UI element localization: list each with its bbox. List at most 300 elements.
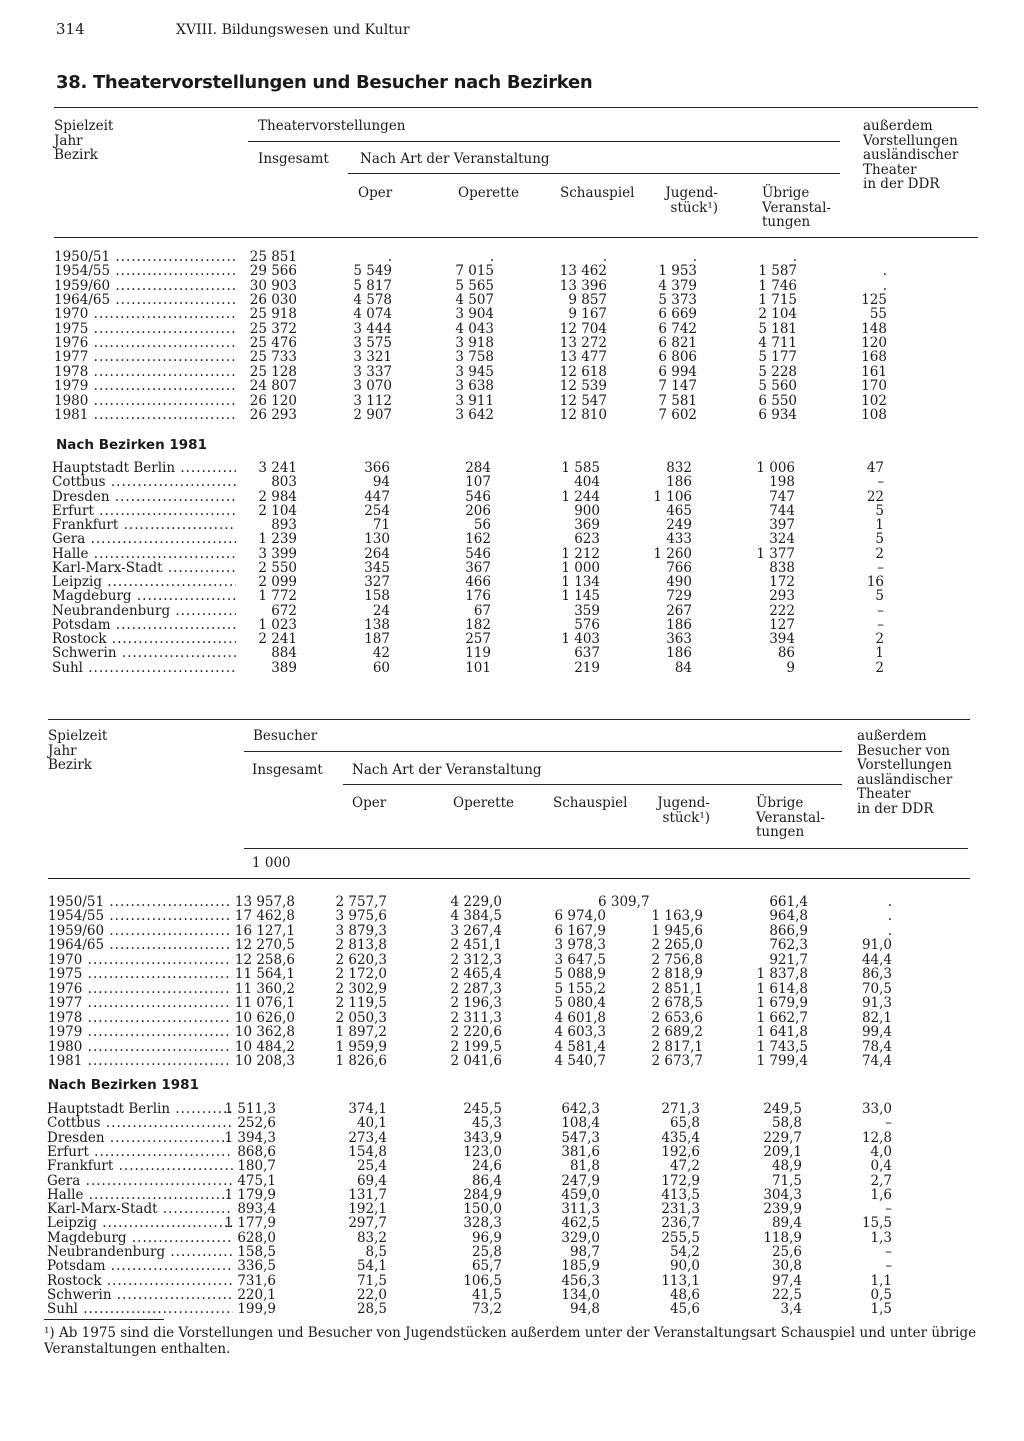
t2-district-row-oper-cell: 83,2 <box>356 1229 387 1246</box>
t1-year-row-operette-cell: 4 043 <box>455 320 494 337</box>
footnote: ¹) Ab 1975 sind die Vorstellungen und Besucher von Jugendstücken außerdem unter der Veranstaltungsart Schauspiel und unter übrige Veranstaltungen enthalten. <box>44 1325 977 1357</box>
t1-year-row-oper-cell: 4 074 <box>353 306 392 323</box>
t2-year-row-jugend-cell: 2 678,5 <box>651 995 703 1012</box>
t1-district-row-jugend-cell: 1 260 <box>653 545 692 562</box>
t2-district-row-oper-cell: 131,7 <box>348 1186 387 1203</box>
t2-year-row-extra-cell: . <box>887 908 892 925</box>
t2-district-row-uebrige-cell: 25,6 <box>771 1244 802 1260</box>
t2-district-row-total-cell: 199,9 <box>237 1301 276 1318</box>
t2-year-row-oper-cell: 2 050,3 <box>335 1009 387 1026</box>
t1-col-jugend-2: stück¹) <box>670 199 718 216</box>
t1-col-uebrige <box>762 186 831 230</box>
t2-year-row-extra-cell: 78,4 <box>861 1038 892 1055</box>
t1-year-row-extra-cell: . <box>882 277 887 294</box>
t2-district-row-extra-cell: 0,4 <box>870 1158 892 1175</box>
t2-year-row-schauspiel-cell: 3 978,3 <box>554 937 606 954</box>
t2-district-row-extra-cell: 33,0 <box>861 1101 892 1117</box>
t1-district-row-oper-cell: 187 <box>364 631 390 647</box>
t1-year-row-label-cell: 1981 ..... <box>54 408 236 422</box>
t1-district-row-jugend-cell: 465 <box>666 502 692 519</box>
t2-district-row-uebrige-cell: 71,5 <box>771 1172 802 1189</box>
t1-district-row-jugend-cell: 1 106 <box>653 488 692 505</box>
t1-district-row-total-cell: 2 099 <box>258 574 297 590</box>
t2-extra-2: Besucher von <box>857 742 950 759</box>
t2-group-rule <box>244 751 842 752</box>
t2-col-uebrige-2: Veranstal- <box>756 809 825 826</box>
t2-district-row-schauspiel-cell: 381,6 <box>561 1143 600 1160</box>
t2-year-row-oper-cell: 1 826,6 <box>335 1052 387 1069</box>
t2-year-row-uebrige-cell: 866,9 <box>769 922 808 939</box>
t2-district-row-extra-cell: 1,1 <box>870 1272 892 1289</box>
t1-district-row-schauspiel-cell: 1 403 <box>561 631 600 647</box>
t1-year-row-uebrige-cell: 5 228 <box>758 363 797 380</box>
t2-district-row-label-cell: Hauptstadt Berlin ..... <box>47 1102 233 1116</box>
t1-year-row-jugend-cell: 1 953 <box>658 263 697 280</box>
t2-district-row-operette-cell: 65,7 <box>471 1258 502 1275</box>
t2-year-row-oper-cell: 1 959,9 <box>335 1038 387 1055</box>
t2-col-jugend-2: stück¹) <box>662 809 710 826</box>
t1-district-row-total-cell: 893 <box>271 517 297 533</box>
t1-district-row-oper-cell: 264 <box>364 545 390 562</box>
t2-district-row-schauspiel-cell: 134,0 <box>561 1286 600 1303</box>
t1-year-row-label-cell: 1980 ..... <box>54 394 236 408</box>
t1-year-row-total-cell: 25 733 <box>249 349 297 366</box>
t1-year-row-label-cell: 1977 ..... <box>54 350 236 364</box>
t2-year-row-total-cell: 11 076,1 <box>234 995 295 1012</box>
t2-district-row-oper-cell: 54,1 <box>356 1258 387 1275</box>
t2-district-row-schauspiel-cell: 311,3 <box>561 1201 600 1218</box>
t1-district-row-label-cell: Hauptstadt Berlin ..... <box>52 461 236 475</box>
t1-district-row-operette-cell: 67 <box>473 602 491 619</box>
t1-district-row-total-cell: 389 <box>271 659 297 676</box>
t2-year-row-operette-cell: 2 196,3 <box>450 995 502 1012</box>
t1-year-row-extra-cell: 120 <box>861 335 887 352</box>
t2-district-row-uebrige-cell: 22,5 <box>771 1286 802 1303</box>
t1-year-row-jugend-cell: 6 742 <box>658 320 697 337</box>
t2-year-row-extra-cell: 91,0 <box>861 937 892 954</box>
t2-year-row-extra-cell: 91,3 <box>861 995 892 1012</box>
t1-year-row-extra-cell: 148 <box>861 320 887 337</box>
t2-year-row-label-cell: 1981 ..... <box>48 1054 232 1068</box>
t2-year-row-extra-cell: . <box>887 922 892 939</box>
t1-district-row-label-cell: Rostock ..... <box>52 632 236 646</box>
t2-district-row-jugend-cell: 54,2 <box>669 1244 700 1260</box>
t2-extra-1: außerdem <box>857 728 927 744</box>
t2-district-row-operette-cell: 150,0 <box>463 1201 502 1218</box>
t2-district-row-jugend-cell: 172,9 <box>661 1172 700 1189</box>
t1-district-row-uebrige-cell: 394 <box>769 631 795 647</box>
t2-group-header: Besucher <box>253 728 318 744</box>
t1-district-row-oper-cell: 447 <box>364 488 390 505</box>
t1-year-row-uebrige-cell: 2 104 <box>758 306 797 323</box>
t2-year-row-label-cell: 1976 ..... <box>48 982 232 996</box>
t2-year-row-schauspiel-cell: 6 167,9 <box>554 922 606 939</box>
t2-merged-1950-value: 6 309,7 <box>598 894 650 910</box>
t2-district-row-extra-cell: – <box>885 1201 892 1218</box>
t1-district-row-label-cell: Erfurt ..... <box>52 504 236 518</box>
t1-district-row-oper-cell: 94 <box>372 474 390 491</box>
t2-year-row-schauspiel-cell: 5 088,9 <box>554 966 606 983</box>
t1-col-uebrige-2: Veranstal- <box>762 199 831 216</box>
t1-district-row-uebrige-cell: 127 <box>769 616 795 633</box>
t2-district-row-uebrige-cell: 229,7 <box>763 1129 802 1146</box>
t1-district-row-schauspiel-cell: 219 <box>574 659 600 676</box>
t1-district-row-extra-cell: 1 <box>875 645 884 662</box>
t2-district-row-operette-cell: 245,5 <box>463 1101 502 1117</box>
t1-district-row-uebrige-cell: 744 <box>769 502 795 519</box>
t2-district-row-jugend-cell: 45,6 <box>669 1301 700 1318</box>
t1-district-row-uebrige-cell: 222 <box>769 602 795 619</box>
t2-district-row-total-cell: 252,6 <box>237 1115 276 1132</box>
t1-year-row-uebrige-cell: 4 711 <box>758 335 797 352</box>
t2-year-row-label-cell: 1970 ..... <box>48 953 232 967</box>
t2-year-row-oper-cell: 2 119,5 <box>335 995 387 1012</box>
t1-year-row-schauspiel-cell: 13 462 <box>559 263 607 280</box>
t2-extra-5: Theater <box>857 786 911 802</box>
t2-district-row-total-cell: 1 394,3 <box>224 1129 276 1146</box>
t1-year-row-uebrige-cell: 1 715 <box>758 292 797 309</box>
t1-year-row-operette-cell: 3 945 <box>455 363 494 380</box>
t1-district-row-total-cell: 1 772 <box>258 588 297 605</box>
t1-year-row-oper-cell: 3 575 <box>353 335 392 352</box>
t2-district-row-jugend-cell: 271,3 <box>661 1101 700 1117</box>
t1-extra-4: Theater <box>863 161 917 178</box>
t2-year-row-oper-cell: 2 620,3 <box>335 951 387 968</box>
t1-district-row-extra-cell: 2 <box>875 631 884 647</box>
page-number: 314 <box>56 20 85 38</box>
t1-district-row-schauspiel-cell: 637 <box>574 645 600 662</box>
t1-year-row-oper-cell: 4 578 <box>353 292 392 309</box>
t2-unit: 1 000 <box>252 855 291 871</box>
t1-year-row-operette-cell: 3 904 <box>455 306 494 323</box>
t1-year-row-operette-cell: 3 638 <box>455 378 494 395</box>
t1-district-row-oper-cell: 130 <box>364 531 390 548</box>
t2-col-oper: Oper <box>352 795 387 811</box>
t1-district-row-extra-cell: 16 <box>866 574 884 590</box>
t1-district-row-schauspiel-cell: 623 <box>574 531 600 548</box>
t2-year-row-operette-cell: 2 312,3 <box>450 951 502 968</box>
t1-year-row-jugend-cell: 7 602 <box>658 406 697 423</box>
t1-extra-1: außerdem <box>863 118 933 134</box>
t1-year-row-label-cell: 1964/65 ..... <box>54 293 236 307</box>
t1-district-row-jugend-cell: 490 <box>666 574 692 590</box>
t1-district-row-uebrige-cell: 9 <box>786 659 795 676</box>
t1-section-title: Nach Bezirken 1981 <box>56 437 207 453</box>
t1-district-row-schauspiel-cell: 404 <box>574 474 600 491</box>
t2-district-row-oper-cell: 8,5 <box>365 1244 387 1260</box>
t1-district-row-jugend-cell: 186 <box>666 645 692 662</box>
t1-year-row-extra-cell: 108 <box>861 406 887 423</box>
t2-district-row-extra-cell: – <box>885 1115 892 1132</box>
t1-year-row-oper-cell: 5 549 <box>353 263 392 280</box>
t1-year-row-operette-cell: 3 758 <box>455 349 494 366</box>
t1-year-row-oper-cell: 3 321 <box>353 349 392 366</box>
t1-year-row-jugend-cell: 7 581 <box>658 392 697 409</box>
t2-year-row-oper-cell: 3 975,6 <box>335 908 387 925</box>
t2-district-row-schauspiel-cell: 329,0 <box>561 1229 600 1246</box>
t2-year-row-extra-cell: 70,5 <box>861 980 892 997</box>
t1-year-row-operette-cell: 4 507 <box>455 292 494 309</box>
t2-year-row-extra-cell: 86,3 <box>861 966 892 983</box>
t1-district-row-operette-cell: 206 <box>465 502 491 519</box>
t2-year-row-uebrige-cell: 1 662,7 <box>756 1009 808 1026</box>
t1-year-row-operette-cell: 5 565 <box>455 277 494 294</box>
t2-district-row-total-cell: 475,1 <box>237 1172 276 1189</box>
t1-year-row-operette-cell: 3 911 <box>455 392 494 409</box>
t1-col-label <box>54 119 113 163</box>
t1-district-row-oper-cell: 327 <box>364 574 390 590</box>
t1-year-row-uebrige-cell: 6 934 <box>758 406 797 423</box>
t2-district-row-operette-cell: 41,5 <box>471 1286 502 1303</box>
t1-district-row-jugend-cell: 186 <box>666 616 692 633</box>
t1-district-row-label-cell: Suhl ..... <box>52 661 236 675</box>
t1-district-row-label-cell: Halle ..... <box>52 547 236 561</box>
t2-district-row-operette-cell: 328,3 <box>463 1215 502 1232</box>
t1-district-row-schauspiel-cell: 1 134 <box>561 574 600 590</box>
t1-district-row-uebrige-cell: 198 <box>769 474 795 491</box>
t2-year-row-operette-cell: 2 041,6 <box>450 1052 502 1069</box>
t1-district-row-label-cell: Schwerin ..... <box>52 646 236 660</box>
t2-year-row-total-cell: 11 564,1 <box>234 966 295 983</box>
t1-district-row-schauspiel-cell: 576 <box>574 616 600 633</box>
t2-district-row-extra-cell: 15,5 <box>861 1215 892 1232</box>
t1-district-row-total-cell: 1 023 <box>258 616 297 633</box>
t2-year-row-oper-cell: 1 897,2 <box>335 1024 387 1041</box>
t1-total-header: Insgesamt <box>258 151 329 167</box>
t1-col-jugend-1: Jugend- <box>665 185 718 201</box>
t1-col-label-1: Spielzeit <box>54 118 114 134</box>
t2-district-row-schauspiel-cell: 94,8 <box>569 1301 600 1318</box>
t2-district-row-schauspiel-cell: 547,3 <box>561 1129 600 1146</box>
t2-year-row-total-cell: 17 462,8 <box>234 908 295 925</box>
t2-district-row-jugend-cell: 236,7 <box>661 1215 700 1232</box>
t2-year-row-jugend-cell: 2 653,6 <box>651 1009 703 1026</box>
t1-year-row-schauspiel-cell: 12 547 <box>559 392 607 409</box>
t1-district-row-label-cell: Karl-Marx-Stadt ..... <box>52 561 236 575</box>
t2-year-row-operette-cell: 3 267,4 <box>450 922 502 939</box>
t1-district-row-oper-cell: 158 <box>364 588 390 605</box>
t2-year-row-jugend-cell: 2 673,7 <box>651 1052 703 1069</box>
t1-year-row-extra-cell: 125 <box>861 292 887 309</box>
t2-district-row-extra-cell: 12,8 <box>861 1129 892 1146</box>
t1-district-row-uebrige-cell: 86 <box>777 645 795 662</box>
t2-year-row-total-cell: 11 360,2 <box>234 980 295 997</box>
t1-district-row-label-cell: Frankfurt ..... <box>52 518 236 532</box>
t2-district-row-jugend-cell: 413,5 <box>661 1186 700 1203</box>
t1-district-row-oper-cell: 345 <box>364 559 390 576</box>
t1-district-row-uebrige-cell: 172 <box>769 574 795 590</box>
t2-col-uebrige-3: tungen <box>756 824 805 840</box>
t1-district-row-total-cell: 2 104 <box>258 502 297 519</box>
t2-year-row-jugend-cell: 2 817,1 <box>651 1038 703 1055</box>
t2-district-row-schauspiel-cell: 459,0 <box>561 1186 600 1203</box>
t1-year-row-uebrige-cell: . <box>792 249 797 265</box>
t2-district-row-oper-cell: 297,7 <box>348 1215 387 1232</box>
t1-col-jugend <box>662 186 718 215</box>
t1-district-row-label-cell: Leipzig ..... <box>52 575 236 589</box>
t1-district-row-extra-cell: 1 <box>875 517 884 533</box>
t2-district-row-operette-cell: 73,2 <box>471 1301 502 1318</box>
t1-extra-5: in der DDR <box>863 176 940 192</box>
t2-year-row-schauspiel-cell: 4 540,7 <box>554 1052 606 1069</box>
chapter-title: XVIII. Bildungswesen und Kultur <box>176 22 410 38</box>
t2-district-row-operette-cell: 96,9 <box>471 1229 502 1246</box>
t1-col-uebrige-1: Übrige <box>762 185 810 201</box>
t2-extra-3: Vorstellungen <box>857 757 952 773</box>
t2-year-row-jugend-cell: 2 265,0 <box>651 937 703 954</box>
t2-bytype-rule <box>343 784 842 785</box>
t1-year-row-jugend-cell: . <box>692 249 697 265</box>
t1-year-row-extra-cell: 168 <box>861 349 887 366</box>
t2-year-row-operette-cell: 2 451,1 <box>450 937 502 954</box>
t2-year-row-uebrige-cell: 1 743,5 <box>756 1038 808 1055</box>
t2-district-row-total-cell: 180,7 <box>237 1158 276 1175</box>
t2-district-row-total-cell: 731,6 <box>237 1272 276 1289</box>
t2-district-row-total-cell: 1 179,9 <box>224 1186 276 1203</box>
t1-year-row-schauspiel-cell: 13 477 <box>559 349 607 366</box>
t2-district-row-label-cell: Suhl ..... <box>47 1302 233 1316</box>
t1-district-row-uebrige-cell: 838 <box>769 559 795 576</box>
t2-year-row-label-cell: 1980 ..... <box>48 1040 232 1054</box>
t2-district-row-total-cell: 1 511,3 <box>224 1101 276 1117</box>
t1-district-row-total-cell: 803 <box>271 474 297 491</box>
t1-year-row-schauspiel-cell: 9 167 <box>568 306 607 323</box>
t1-district-row-operette-cell: 56 <box>473 517 491 533</box>
t2-district-row-total-cell: 893,4 <box>237 1201 276 1218</box>
t2-year-row-oper-cell: 2 757,7 <box>335 894 387 910</box>
t2-extra-6: in der DDR <box>857 800 934 817</box>
t2-year-row-uebrige-cell: 1 679,9 <box>756 995 808 1012</box>
t2-district-row-operette-cell: 343,9 <box>463 1129 502 1146</box>
t2-year-row-uebrige-cell: 1 837,8 <box>756 966 808 983</box>
t1-year-row-jugend-cell: 5 373 <box>658 292 697 309</box>
t1-year-row-schauspiel-cell: 12 810 <box>559 406 607 423</box>
t2-district-row-extra-cell: 1,3 <box>870 1229 892 1246</box>
t2-year-row-schauspiel-cell: 5 155,2 <box>554 980 606 997</box>
t2-col-label-2: Jahr <box>48 742 77 759</box>
t1-year-row-schauspiel-cell: 12 539 <box>559 378 607 395</box>
t2-year-row-total-cell: 13 957,8 <box>234 894 295 910</box>
t2-district-row-oper-cell: 69,4 <box>356 1172 387 1189</box>
t2-year-row-total-cell: 16 127,1 <box>234 922 295 939</box>
t1-bytype-header: Nach Art der Veranstaltung <box>360 151 550 167</box>
t1-year-row-total-cell: 26 120 <box>249 392 297 409</box>
t1-year-row-uebrige-cell: 1 587 <box>758 263 797 280</box>
t2-year-row-schauspiel-cell: 5 080,4 <box>554 995 606 1012</box>
t1-district-row-label-cell: Cottbus ..... <box>52 475 236 489</box>
t2-district-row-uebrige-cell: 118,9 <box>763 1229 802 1246</box>
t2-col-uebrige <box>756 796 825 840</box>
t1-district-row-schauspiel-cell: 1 244 <box>561 488 600 505</box>
t2-year-row-uebrige-cell: 921,7 <box>769 951 808 968</box>
t2-year-row-uebrige-cell: 762,3 <box>769 937 808 954</box>
t1-year-row-total-cell: 24 807 <box>249 378 297 395</box>
t2-district-row-label-cell: Rostock ..... <box>47 1274 233 1288</box>
t1-district-row-oper-cell: 71 <box>372 517 390 533</box>
t1-bytype-rule <box>348 173 840 174</box>
t1-district-row-schauspiel-cell: 359 <box>574 602 600 619</box>
t2-extra-4: ausländischer <box>857 771 953 788</box>
t1-district-row-label-cell: Dresden ..... <box>52 490 236 504</box>
t1-year-row-schauspiel-cell: 12 704 <box>559 320 607 337</box>
t2-year-row-label-cell: 1977 ..... <box>48 996 232 1010</box>
t2-col-label <box>48 729 107 773</box>
t2-district-row-label-cell: Schwerin ..... <box>47 1288 233 1302</box>
t1-district-row-operette-cell: 107 <box>465 474 491 491</box>
t2-district-row-jugend-cell: 47,2 <box>669 1158 700 1175</box>
t2-district-row-operette-cell: 106,5 <box>463 1272 502 1289</box>
t2-district-row-label-cell: Potsdam ..... <box>47 1259 233 1273</box>
t2-year-row-total-cell: 10 484,2 <box>234 1038 295 1055</box>
t2-district-row-schauspiel-cell: 81,8 <box>569 1158 600 1175</box>
t2-year-row-label-cell: 1979 ..... <box>48 1025 232 1039</box>
t1-year-row-operette-cell: 3 918 <box>455 335 494 352</box>
t2-year-row-total-cell: 10 208,3 <box>234 1052 295 1069</box>
t2-district-row-uebrige-cell: 89,4 <box>771 1215 802 1232</box>
t1-col-operette: Operette <box>458 185 519 201</box>
t1-district-row-uebrige-cell: 747 <box>769 488 795 505</box>
t1-extra-3: ausländischer <box>863 147 959 163</box>
t2-year-row-operette-cell: 2 311,3 <box>450 1009 502 1026</box>
t2-col-schauspiel: Schauspiel <box>553 795 628 811</box>
t1-district-row-jugend-cell: 363 <box>666 631 692 647</box>
t2-year-row-label-cell: 1950/51 ..... <box>48 895 232 909</box>
t2-district-row-jugend-cell: 435,4 <box>661 1129 700 1146</box>
t1-district-row-jugend-cell: 84 <box>674 659 692 676</box>
t2-year-row-total-cell: 12 270,5 <box>234 937 295 954</box>
t2-district-row-schauspiel-cell: 247,9 <box>561 1172 600 1189</box>
t2-year-row-label-cell: 1978 ..... <box>48 1011 232 1025</box>
t2-bytype-header: Nach Art der Veranstaltung <box>352 762 542 778</box>
t1-year-row-total-cell: 29 566 <box>249 263 297 280</box>
t1-district-row-total-cell: 3 399 <box>258 545 297 562</box>
t2-district-row-total-cell: 336,5 <box>237 1258 276 1275</box>
t1-year-row-label-cell: 1970 ..... <box>54 307 236 321</box>
t1-district-row-extra-cell: 5 <box>875 531 884 548</box>
t2-district-row-total-cell: 628,0 <box>237 1229 276 1246</box>
t1-year-row-schauspiel-cell: 13 396 <box>559 277 607 294</box>
t1-year-row-schauspiel-cell: 13 272 <box>559 335 607 352</box>
t1-district-row-total-cell: 2 241 <box>258 631 297 647</box>
t2-district-row-uebrige-cell: 48,9 <box>771 1158 802 1175</box>
t1-district-row-label-cell: Potsdam ..... <box>52 618 236 632</box>
t2-district-row-schauspiel-cell: 108,4 <box>561 1115 600 1132</box>
t2-year-row-uebrige-cell: 1 799,4 <box>756 1052 808 1069</box>
t1-district-row-jugend-cell: 729 <box>666 588 692 605</box>
t2-district-row-label-cell: Leipzig ..... <box>47 1216 233 1230</box>
t1-district-row-uebrige-cell: 293 <box>769 588 795 605</box>
t1-district-row-total-cell: 2 550 <box>258 559 297 576</box>
t2-col-uebrige-1: Übrige <box>756 795 804 811</box>
t1-year-row-label-cell: 1975 ..... <box>54 322 236 336</box>
t1-district-row-label-cell: Gera ..... <box>52 532 236 546</box>
t1-district-row-operette-cell: 119 <box>465 645 491 662</box>
t2-year-row-extra-cell: 74,4 <box>861 1052 892 1069</box>
t2-district-row-oper-cell: 192,1 <box>348 1201 387 1218</box>
t2-district-row-extra-cell: 0,5 <box>870 1286 892 1303</box>
t2-year-row-label-cell: 1975 ..... <box>48 967 232 981</box>
t2-year-row-oper-cell: 2 302,9 <box>335 980 387 997</box>
t1-district-row-operette-cell: 101 <box>465 659 491 676</box>
t1-district-row-jugend-cell: 267 <box>666 602 692 619</box>
t1-district-row-operette-cell: 284 <box>465 460 491 476</box>
t2-district-row-operette-cell: 25,8 <box>471 1244 502 1260</box>
t1-year-row-jugend-cell: 6 806 <box>658 349 697 366</box>
t2-year-row-jugend-cell: 1 163,9 <box>651 908 703 925</box>
t2-district-row-uebrige-cell: 239,9 <box>763 1201 802 1218</box>
t2-year-row-schauspiel-cell: 3 647,5 <box>554 951 606 968</box>
t1-year-row-schauspiel-cell: . <box>602 249 607 265</box>
